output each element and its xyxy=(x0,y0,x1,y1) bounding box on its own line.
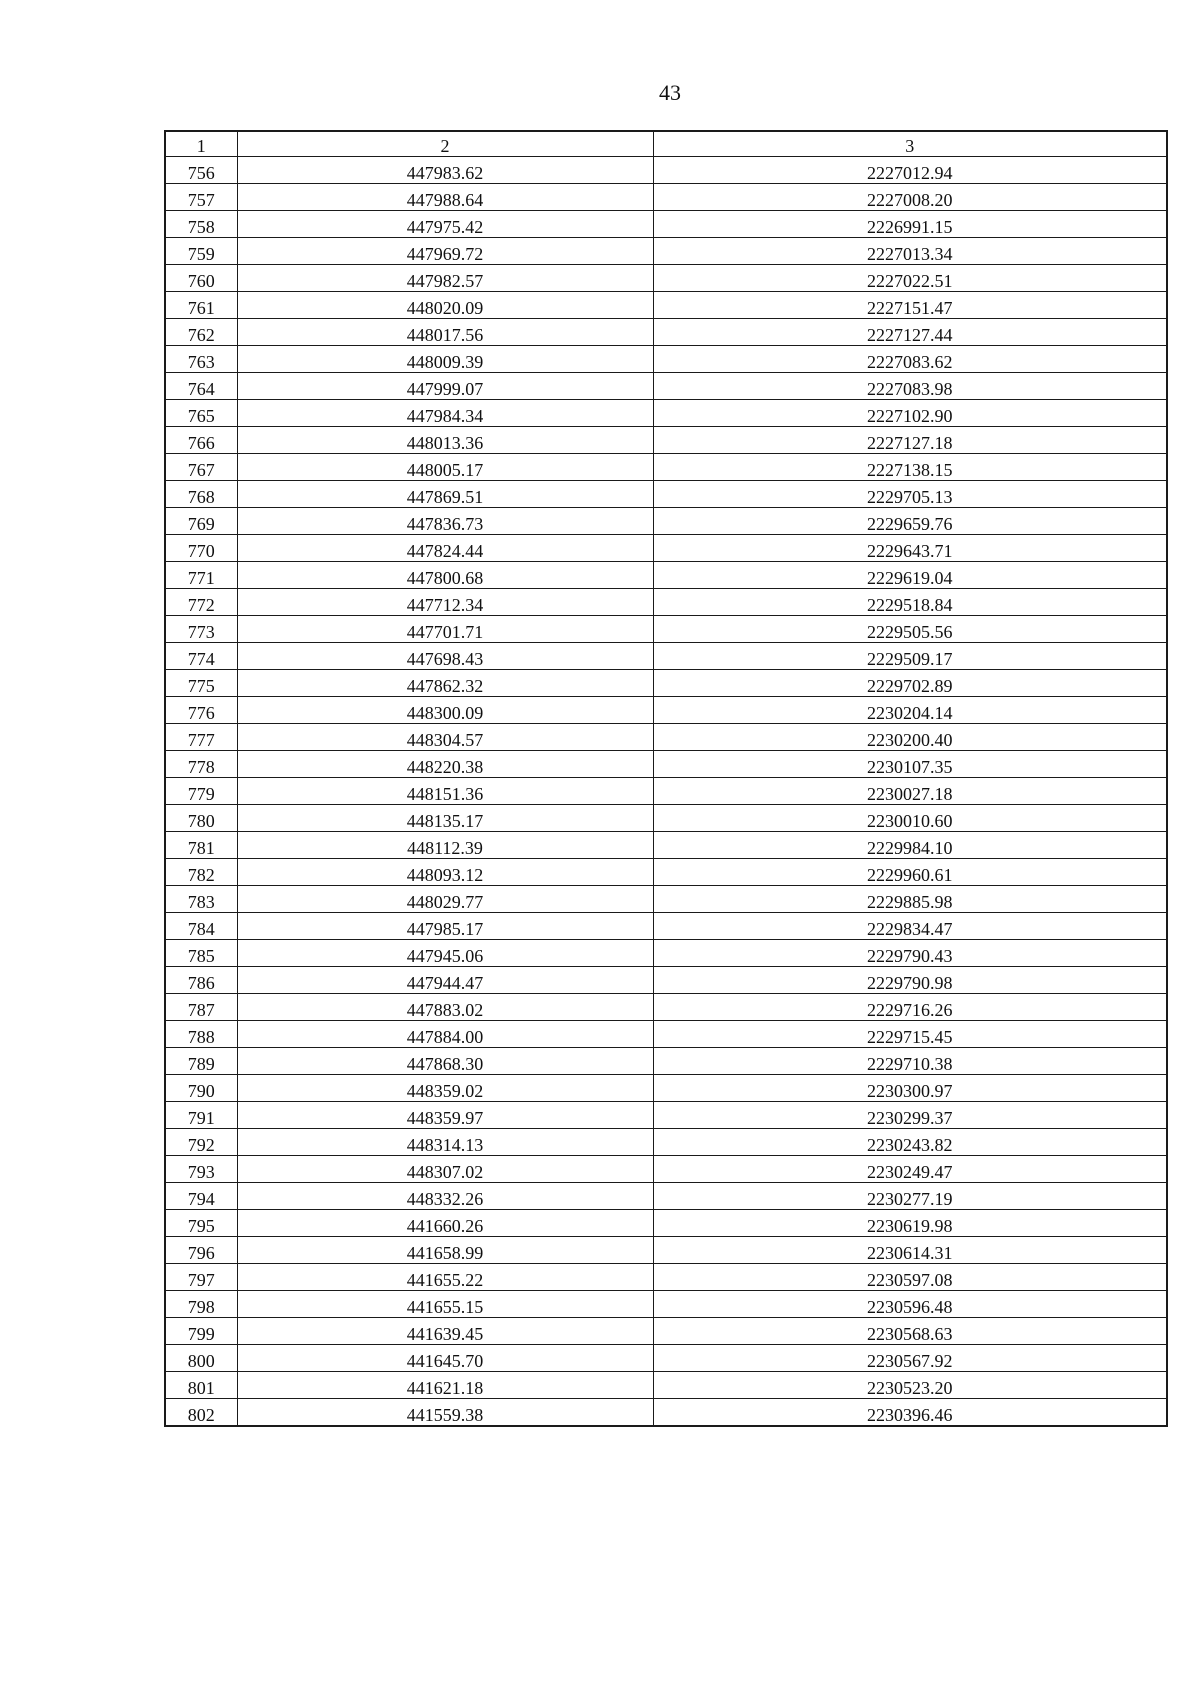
point-number-cell: 764 xyxy=(165,373,237,400)
point-number-cell: 788 xyxy=(165,1021,237,1048)
table-row xyxy=(165,319,1167,346)
y-coordinate-cell: 2230010.60 xyxy=(653,805,1167,832)
y-coordinate-cell: 2227138.15 xyxy=(653,454,1167,481)
point-number-cell: 760 xyxy=(165,265,237,292)
x-coordinate-cell: 447701.71 xyxy=(237,616,653,643)
table-row xyxy=(165,1156,1167,1183)
table-row xyxy=(165,859,1167,886)
point-number-cell: 792 xyxy=(165,1129,237,1156)
point-number-cell: 776 xyxy=(165,697,237,724)
table-row xyxy=(165,1129,1167,1156)
x-coordinate-cell: 448359.97 xyxy=(237,1102,653,1129)
point-number-cell: 770 xyxy=(165,535,237,562)
x-coordinate-cell: 447868.30 xyxy=(237,1048,653,1075)
point-number-cell: 772 xyxy=(165,589,237,616)
y-coordinate-cell: 2229710.38 xyxy=(653,1048,1167,1075)
table-row xyxy=(165,670,1167,697)
x-coordinate-cell: 441655.22 xyxy=(237,1264,653,1291)
table-row xyxy=(165,211,1167,238)
table-row xyxy=(165,1048,1167,1075)
table-row xyxy=(165,1210,1167,1237)
table-row xyxy=(165,751,1167,778)
point-number-cell: 800 xyxy=(165,1345,237,1372)
y-coordinate-cell: 2227012.94 xyxy=(653,157,1167,184)
table-row xyxy=(165,1264,1167,1291)
point-number-cell: 775 xyxy=(165,670,237,697)
table-row xyxy=(165,832,1167,859)
x-coordinate-cell: 447969.72 xyxy=(237,238,653,265)
table-row xyxy=(165,454,1167,481)
table-row xyxy=(165,184,1167,211)
table-row xyxy=(165,1021,1167,1048)
point-number-cell: 781 xyxy=(165,832,237,859)
coordinates-table xyxy=(164,130,1168,1427)
x-coordinate-cell: 447712.34 xyxy=(237,589,653,616)
y-coordinate-cell: 2229790.43 xyxy=(653,940,1167,967)
table-row xyxy=(165,481,1167,508)
table-row xyxy=(165,265,1167,292)
x-coordinate-cell: 447944.47 xyxy=(237,967,653,994)
point-number-cell: 778 xyxy=(165,751,237,778)
table-row xyxy=(165,1102,1167,1129)
x-coordinate-cell: 448307.02 xyxy=(237,1156,653,1183)
point-number-cell: 798 xyxy=(165,1291,237,1318)
column-header-3: 3 xyxy=(653,131,1167,157)
point-number-cell: 789 xyxy=(165,1048,237,1075)
x-coordinate-cell: 448304.57 xyxy=(237,724,653,751)
table-row xyxy=(165,1291,1167,1318)
y-coordinate-cell: 2229715.45 xyxy=(653,1021,1167,1048)
x-coordinate-cell: 448135.17 xyxy=(237,805,653,832)
point-number-cell: 774 xyxy=(165,643,237,670)
table-row xyxy=(165,1372,1167,1399)
point-number-cell: 786 xyxy=(165,967,237,994)
x-coordinate-cell: 448112.39 xyxy=(237,832,653,859)
point-number-cell: 771 xyxy=(165,562,237,589)
x-coordinate-cell: 441621.18 xyxy=(237,1372,653,1399)
y-coordinate-cell: 2230567.92 xyxy=(653,1345,1167,1372)
point-number-cell: 779 xyxy=(165,778,237,805)
table-row xyxy=(165,724,1167,751)
x-coordinate-cell: 447985.17 xyxy=(237,913,653,940)
y-coordinate-cell: 2229790.98 xyxy=(653,967,1167,994)
table-row xyxy=(165,994,1167,1021)
point-number-cell: 761 xyxy=(165,292,237,319)
y-coordinate-cell: 2229509.17 xyxy=(653,643,1167,670)
x-coordinate-cell: 448009.39 xyxy=(237,346,653,373)
y-coordinate-cell: 2230568.63 xyxy=(653,1318,1167,1345)
point-number-cell: 790 xyxy=(165,1075,237,1102)
x-coordinate-cell: 448029.77 xyxy=(237,886,653,913)
y-coordinate-cell: 2227083.98 xyxy=(653,373,1167,400)
point-number-cell: 757 xyxy=(165,184,237,211)
y-coordinate-cell: 2229716.26 xyxy=(653,994,1167,1021)
point-number-cell: 766 xyxy=(165,427,237,454)
x-coordinate-cell: 441645.70 xyxy=(237,1345,653,1372)
y-coordinate-cell: 2229705.13 xyxy=(653,481,1167,508)
point-number-cell: 773 xyxy=(165,616,237,643)
x-coordinate-cell: 447999.07 xyxy=(237,373,653,400)
y-coordinate-cell: 2230200.40 xyxy=(653,724,1167,751)
y-coordinate-cell: 2229702.89 xyxy=(653,670,1167,697)
y-coordinate-cell: 2230523.20 xyxy=(653,1372,1167,1399)
x-coordinate-cell: 447984.34 xyxy=(237,400,653,427)
column-header-1: 1 xyxy=(165,131,237,157)
y-coordinate-cell: 2230249.47 xyxy=(653,1156,1167,1183)
x-coordinate-cell: 448359.02 xyxy=(237,1075,653,1102)
point-number-cell: 762 xyxy=(165,319,237,346)
x-coordinate-cell: 441660.26 xyxy=(237,1210,653,1237)
x-coordinate-cell: 448300.09 xyxy=(237,697,653,724)
x-coordinate-cell: 441639.45 xyxy=(237,1318,653,1345)
point-number-cell: 802 xyxy=(165,1399,237,1427)
point-number-cell: 758 xyxy=(165,211,237,238)
x-coordinate-cell: 448151.36 xyxy=(237,778,653,805)
table-row xyxy=(165,292,1167,319)
x-coordinate-cell: 448020.09 xyxy=(237,292,653,319)
table-header-row xyxy=(165,131,1167,157)
y-coordinate-cell: 2227022.51 xyxy=(653,265,1167,292)
table-row xyxy=(165,535,1167,562)
point-number-cell: 768 xyxy=(165,481,237,508)
x-coordinate-cell: 448013.36 xyxy=(237,427,653,454)
table-row xyxy=(165,778,1167,805)
point-number-cell: 759 xyxy=(165,238,237,265)
x-coordinate-cell: 448093.12 xyxy=(237,859,653,886)
x-coordinate-cell: 447988.64 xyxy=(237,184,653,211)
table-row xyxy=(165,1399,1167,1427)
x-coordinate-cell: 447983.62 xyxy=(237,157,653,184)
column-header-2: 2 xyxy=(237,131,653,157)
point-number-cell: 799 xyxy=(165,1318,237,1345)
point-number-cell: 793 xyxy=(165,1156,237,1183)
page-number: 43 xyxy=(659,80,681,105)
y-coordinate-cell: 2227151.47 xyxy=(653,292,1167,319)
y-coordinate-cell: 2230204.14 xyxy=(653,697,1167,724)
point-number-cell: 791 xyxy=(165,1102,237,1129)
y-coordinate-cell: 2230614.31 xyxy=(653,1237,1167,1264)
table-row xyxy=(165,589,1167,616)
x-coordinate-cell: 448005.17 xyxy=(237,454,653,481)
table-row xyxy=(165,400,1167,427)
x-coordinate-cell: 441559.38 xyxy=(237,1399,653,1427)
x-coordinate-cell: 448017.56 xyxy=(237,319,653,346)
x-coordinate-cell: 447869.51 xyxy=(237,481,653,508)
x-coordinate-cell: 447975.42 xyxy=(237,211,653,238)
point-number-cell: 787 xyxy=(165,994,237,1021)
y-coordinate-cell: 2229643.71 xyxy=(653,535,1167,562)
table-row xyxy=(165,157,1167,184)
table-row xyxy=(165,805,1167,832)
y-coordinate-cell: 2227083.62 xyxy=(653,346,1167,373)
x-coordinate-cell: 447836.73 xyxy=(237,508,653,535)
y-coordinate-cell: 2229505.56 xyxy=(653,616,1167,643)
point-number-cell: 785 xyxy=(165,940,237,967)
point-number-cell: 801 xyxy=(165,1372,237,1399)
y-coordinate-cell: 2227127.44 xyxy=(653,319,1167,346)
point-number-cell: 782 xyxy=(165,859,237,886)
y-coordinate-cell: 2227013.34 xyxy=(653,238,1167,265)
table-row xyxy=(165,562,1167,589)
y-coordinate-cell: 2230597.08 xyxy=(653,1264,1167,1291)
x-coordinate-cell: 447698.43 xyxy=(237,643,653,670)
point-number-cell: 796 xyxy=(165,1237,237,1264)
y-coordinate-cell: 2226991.15 xyxy=(653,211,1167,238)
table-row xyxy=(165,643,1167,670)
x-coordinate-cell: 448314.13 xyxy=(237,1129,653,1156)
x-coordinate-cell: 447883.02 xyxy=(237,994,653,1021)
y-coordinate-cell: 2227127.18 xyxy=(653,427,1167,454)
y-coordinate-cell: 2229834.47 xyxy=(653,913,1167,940)
table-row xyxy=(165,697,1167,724)
point-number-cell: 795 xyxy=(165,1210,237,1237)
table-row xyxy=(165,373,1167,400)
point-number-cell: 765 xyxy=(165,400,237,427)
table-row xyxy=(165,1075,1167,1102)
point-number-cell: 756 xyxy=(165,157,237,184)
y-coordinate-cell: 2230299.37 xyxy=(653,1102,1167,1129)
x-coordinate-cell: 447824.44 xyxy=(237,535,653,562)
y-coordinate-cell: 2230107.35 xyxy=(653,751,1167,778)
point-number-cell: 797 xyxy=(165,1264,237,1291)
x-coordinate-cell: 448220.38 xyxy=(237,751,653,778)
table-row xyxy=(165,346,1167,373)
y-coordinate-cell: 2230243.82 xyxy=(653,1129,1167,1156)
point-number-cell: 794 xyxy=(165,1183,237,1210)
point-number-cell: 777 xyxy=(165,724,237,751)
point-number-cell: 767 xyxy=(165,454,237,481)
point-number-cell: 784 xyxy=(165,913,237,940)
table-row xyxy=(165,1183,1167,1210)
table-row xyxy=(165,940,1167,967)
y-coordinate-cell: 2229885.98 xyxy=(653,886,1167,913)
x-coordinate-cell: 441655.15 xyxy=(237,1291,653,1318)
table-row xyxy=(165,427,1167,454)
table-row xyxy=(165,1345,1167,1372)
y-coordinate-cell: 2227102.90 xyxy=(653,400,1167,427)
x-coordinate-cell: 448332.26 xyxy=(237,1183,653,1210)
table-row xyxy=(165,1318,1167,1345)
table-body xyxy=(165,157,1167,1427)
y-coordinate-cell: 2230027.18 xyxy=(653,778,1167,805)
y-coordinate-cell: 2230300.97 xyxy=(653,1075,1167,1102)
table-row xyxy=(165,616,1167,643)
y-coordinate-cell: 2229659.76 xyxy=(653,508,1167,535)
x-coordinate-cell: 441658.99 xyxy=(237,1237,653,1264)
point-number-cell: 763 xyxy=(165,346,237,373)
x-coordinate-cell: 447982.57 xyxy=(237,265,653,292)
x-coordinate-cell: 447800.68 xyxy=(237,562,653,589)
table-row xyxy=(165,913,1167,940)
y-coordinate-cell: 2230596.48 xyxy=(653,1291,1167,1318)
y-coordinate-cell: 2229518.84 xyxy=(653,589,1167,616)
y-coordinate-cell: 2229984.10 xyxy=(653,832,1167,859)
x-coordinate-cell: 447884.00 xyxy=(237,1021,653,1048)
y-coordinate-cell: 2230277.19 xyxy=(653,1183,1167,1210)
y-coordinate-cell: 2229960.61 xyxy=(653,859,1167,886)
table-row xyxy=(165,508,1167,535)
x-coordinate-cell: 447945.06 xyxy=(237,940,653,967)
y-coordinate-cell: 2227008.20 xyxy=(653,184,1167,211)
y-coordinate-cell: 2229619.04 xyxy=(653,562,1167,589)
point-number-cell: 780 xyxy=(165,805,237,832)
x-coordinate-cell: 447862.32 xyxy=(237,670,653,697)
point-number-cell: 769 xyxy=(165,508,237,535)
table-row xyxy=(165,238,1167,265)
y-coordinate-cell: 2230396.46 xyxy=(653,1399,1167,1427)
table-row xyxy=(165,886,1167,913)
y-coordinate-cell: 2230619.98 xyxy=(653,1210,1167,1237)
table-row xyxy=(165,1237,1167,1264)
point-number-cell: 783 xyxy=(165,886,237,913)
table-row xyxy=(165,967,1167,994)
